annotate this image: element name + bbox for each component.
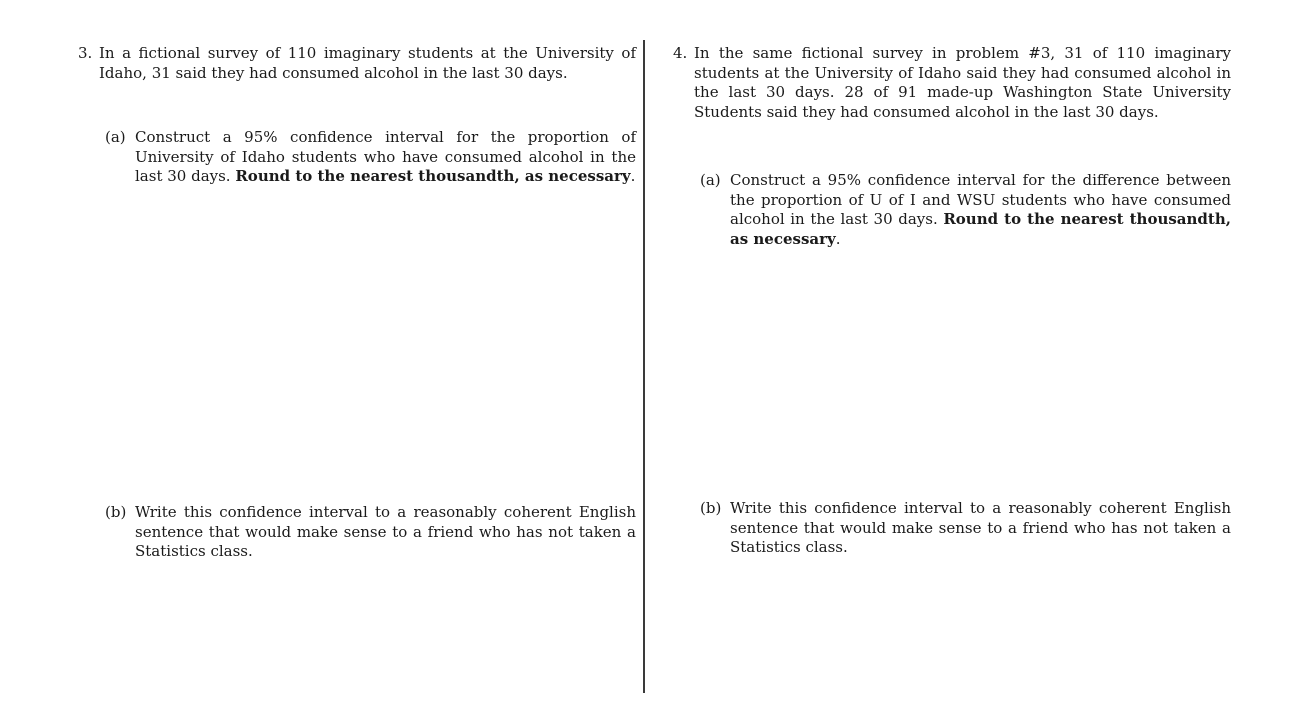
problem-4 — [673, 44, 1231, 122]
rounding-instruction: Round to the nearest thousandth, as necessary — [235, 167, 631, 185]
part-label: (b) — [105, 503, 127, 521]
part-label: (b) — [700, 499, 722, 517]
part-text: Construct a 95% confidence interval for the difference between the proportion of U of I and WSU students who have consumed alcohol in the last 30 days. — [730, 171, 1231, 228]
part-label: (a) — [105, 128, 126, 146]
column-divider — [643, 40, 645, 693]
problem-4-part-b — [700, 499, 1231, 558]
part-label: (a) — [700, 171, 721, 189]
problem-text: In the same fictional survey in problem #3, 31 of 110 imaginary students at the University of Idaho said they had consumed alcohol in the last 30 days. 28 of 91 made-up Washington State University Students said they had consumed alcohol in the last 30 days. — [694, 44, 1231, 121]
problem-4-part-a — [700, 171, 1231, 249]
part-tail: . — [835, 229, 841, 248]
part-text: Write this confidence interval to a reasonably coherent English sentence that would make sense to a friend who has not taken a Statistics class. — [135, 503, 636, 560]
part-text: Write this confidence interval to a reasonably coherent English sentence that would make sense to a friend who has not taken a Statistics class. — [730, 499, 1231, 556]
rounding-instruction: Round to the nearest thousandth, as necessary — [730, 210, 1231, 248]
problem-3 — [78, 44, 636, 83]
part-text: Construct a 95% confidence interval for the proportion of University of Idaho students who have consumed alcohol in the last 30 days. — [135, 128, 636, 185]
problem-number: 4. — [673, 44, 688, 62]
problem-3-part-a — [105, 128, 636, 187]
problem-number: 3. — [78, 44, 93, 62]
problem-3-part-b — [105, 503, 636, 562]
problem-text: In a fictional survey of 110 imaginary students at the University of Idaho, 31 said they had consumed alcohol in the last 30 days. — [99, 44, 636, 82]
part-tail: . — [630, 167, 636, 185]
